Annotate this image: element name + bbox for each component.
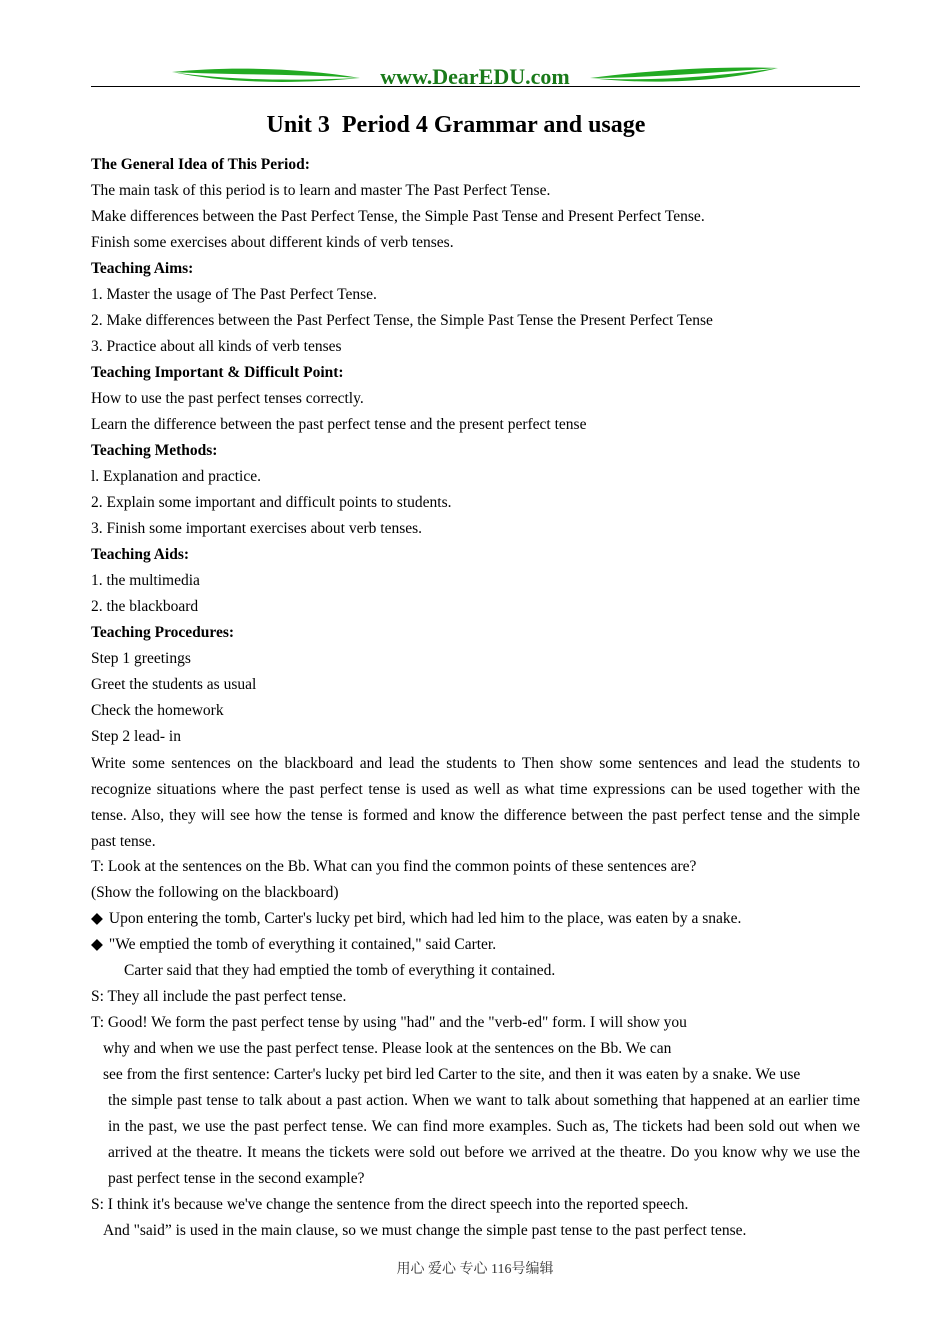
section-heading: Teaching Aims: [91, 260, 194, 277]
teacher-explanation: T: Good! We form the past perfect tense by using "had" and the "verb-ed" form. I will show you [91, 1014, 687, 1031]
section-heading: Teaching Important & Difficult Point: [91, 364, 344, 381]
page-footer: 用心 爱心 专心 116号编辑 [396, 1262, 554, 1277]
bullet-item [91, 909, 741, 929]
diamond-bullet-icon: ◆ [91, 910, 103, 927]
text-line: Step 2 lead- in [91, 728, 181, 745]
text-line: l. Explanation and practice. [91, 468, 262, 485]
text-line: 3. Practice about all kinds of verb tenses [91, 338, 342, 355]
teacher-explanation-paragraph: the simple past tense to talk about a past action. When we want to talk about something that happened at an earlier time in the past, we use the past perfect tense. We can find more examples. Such as, The tickets had been sold out when we arrived at the theatre. It means the tickets were sold out before we arrived at the theatre. Do you know why we use the past perfect tense in the second example? [108, 1092, 860, 1187]
bullet-text: Upon entering the tomb, Carter's lucky pet bird, which had led him to the place, was eaten by a snake. [108, 910, 742, 927]
text-line: 3. Finish some important exercises about verb tenses. [91, 520, 423, 537]
text-line: Learn the difference between the past perfect tense and the present perfect tense [91, 416, 587, 433]
text-line: 2. Make differences between the Past Perfect Tense, the Simple Past Tense the Present Perfect Tense [91, 312, 713, 329]
teacher-question: T: Look at the sentences on the Bb. What can you find the common points of these sentences are? [91, 858, 697, 875]
text-line: Check the homework [91, 702, 224, 719]
text-line: Step 1 greetings [91, 650, 191, 667]
text-line: How to use the past perfect tenses correctly. [91, 390, 364, 407]
logo-text: www.DearEDU.com [380, 64, 570, 89]
bullet-text: "We emptied the tomb of everything it contained," said Carter. [108, 936, 497, 953]
text-line: Greet the students as usual [91, 676, 257, 693]
header-rule [91, 86, 860, 87]
text-line: The main task of this period is to learn and master The Past Perfect Tense. [91, 182, 551, 199]
text-line: Make differences between the Past Perfect Tense, the Simple Past Tense and Present Perfect Tense. [91, 208, 705, 225]
bullet-item [91, 935, 496, 955]
section-heading: Teaching Procedures: [91, 624, 235, 641]
section-heading: Teaching Aids: [91, 546, 190, 563]
student-answer: S: They all include the past perfect tense. [91, 988, 347, 1005]
section-heading: The General Idea of This Period: [91, 156, 310, 173]
teacher-explanation: see from the first sentence: Carter's lucky pet bird led Carter to the site, and then it was eaten by a snake. We use [103, 1066, 801, 1083]
diamond-bullet-icon: ◆ [91, 936, 103, 953]
text-line: 2. Explain some important and difficult points to students. [91, 494, 452, 511]
text-line: 1. the multimedia [91, 572, 200, 589]
text-line: 1. Master the usage of The Past Perfect Tense. [91, 286, 377, 303]
section-heading: Teaching Methods: [91, 442, 218, 459]
teacher-explanation: why and when we use the past perfect tense. Please look at the sentences on the Bb. We can [103, 1040, 672, 1057]
paragraph-lead-in: Write some sentences on the blackboard and lead the students to Then show some sentences and lead the students to recognize situations where the past perfect tense is used as well as what time expressions can be used together with the tense. Also, they will see how the tense is formed and know the difference between the past perfect tense and the simple past tense. [91, 755, 860, 850]
bullet-subtext: Carter said that they had emptied the tomb of everything it contained. [124, 962, 556, 979]
page-title: Unit 3 Period 4 Grammar and usage [266, 112, 646, 138]
blackboard-note: (Show the following on the blackboard) [91, 884, 339, 901]
student-answer: S: I think it's because we've change the sentence from the direct speech into the reported speech. [91, 1196, 689, 1213]
student-answer: And "said” is used in the main clause, so we must change the simple past tense to the past perfect tense. [103, 1222, 747, 1239]
text-line: Finish some exercises about different kinds of verb tenses. [91, 234, 454, 251]
text-line: 2. the blackboard [91, 598, 199, 615]
